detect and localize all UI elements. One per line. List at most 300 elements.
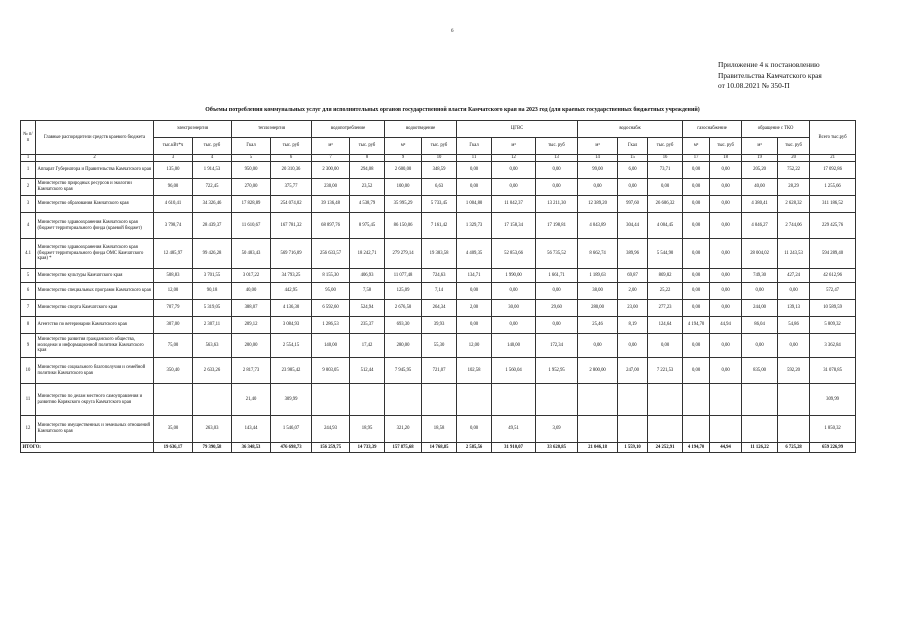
row-value: 167 781,32	[271, 213, 312, 239]
total-value: 14 733,39	[350, 443, 385, 453]
row-value: 0,00	[710, 196, 742, 213]
row-value	[710, 384, 742, 416]
row-value: 0,00	[457, 317, 492, 334]
row-value: 0,00	[578, 179, 618, 196]
column-index: 6	[271, 155, 312, 162]
header-group: ЦГВС	[457, 121, 578, 138]
row-value: 280,00	[385, 334, 422, 358]
row-value: 0,00	[683, 196, 710, 213]
row-value: 280,00	[578, 300, 618, 317]
row-value: 1 850,32	[810, 416, 856, 443]
row-value: 21,40	[232, 384, 271, 416]
row-value: 2 307,11	[193, 317, 232, 334]
row-organization: Министерство специальных программ Камчатского края	[36, 283, 154, 300]
row-value: 4 610,41	[154, 196, 193, 213]
row-value: 0,00	[683, 162, 710, 179]
row-value: 44,94	[710, 317, 742, 334]
row-value	[457, 384, 492, 416]
row-value: 569 716,09	[271, 239, 312, 269]
row-number: 9	[21, 334, 36, 358]
row-value	[312, 384, 350, 416]
row-value: 7 161,42	[422, 213, 457, 239]
row-value: 11 243,53	[778, 239, 810, 269]
row-value: 69,87	[618, 269, 648, 283]
row-value: 1 661,71	[536, 269, 578, 283]
row-value: 100,00	[385, 179, 422, 196]
column-index: 11	[457, 155, 492, 162]
row-value: 0,00	[536, 283, 578, 300]
row-organization: Министерство природных ресурсов и экологии Камчатского края	[36, 179, 154, 196]
header-group: водоотведение	[385, 121, 457, 138]
row-value: 721,07	[422, 358, 457, 384]
row-value: 0,00	[710, 269, 742, 283]
row-value: 0,00	[578, 334, 618, 358]
header-unit: м³	[578, 138, 618, 155]
row-value: 0,00	[778, 283, 810, 300]
row-value: 247,00	[618, 358, 648, 384]
row-value: 11 042,37	[492, 196, 536, 213]
row-value: 172,34	[536, 334, 578, 358]
header-total: Всего тыс.руб	[810, 121, 856, 155]
row-value: 0,00	[457, 179, 492, 196]
row-value	[422, 384, 457, 416]
row-value: 594 289,40	[810, 239, 856, 269]
total-value: 476 698,73	[271, 443, 312, 453]
header-unit: тыс. руб	[648, 138, 683, 155]
row-value: 55,30	[422, 334, 457, 358]
column-index: 5	[232, 155, 271, 162]
table-row	[21, 358, 856, 384]
row-value: 30,00	[492, 300, 536, 317]
row-value: 592,20	[778, 358, 810, 384]
row-value	[778, 416, 810, 443]
column-index: 19	[742, 155, 778, 162]
row-value: 254 074,02	[271, 196, 312, 213]
header-unit: Гкал	[618, 138, 648, 155]
row-value: 563,63	[193, 334, 232, 358]
row-value: 125,09	[385, 283, 422, 300]
row-value: 264,34	[422, 300, 457, 317]
row-value: 2 800,00	[578, 358, 618, 384]
row-value: 3 798,74	[154, 213, 193, 239]
row-value: 28 439,37	[193, 213, 232, 239]
row-value	[618, 384, 648, 416]
row-value: 4 194,70	[683, 317, 710, 334]
table-row	[21, 269, 856, 283]
row-value: 13 211,30	[536, 196, 578, 213]
column-index: 1	[21, 155, 36, 162]
row-value: 2 300,00	[312, 162, 350, 179]
header-unit: тыс. руб	[271, 138, 312, 155]
table-row	[21, 283, 856, 300]
column-index: 17	[683, 155, 710, 162]
row-value: 0,00	[710, 300, 742, 317]
total-value: 6 725,28	[778, 443, 810, 453]
row-value	[618, 416, 648, 443]
row-value: 304,44	[618, 213, 648, 239]
table-row	[21, 179, 856, 196]
row-value: 0,00	[683, 179, 710, 196]
row-value: 99,00	[578, 162, 618, 179]
row-value: 68 897,76	[312, 213, 350, 239]
row-value: 8,19	[618, 317, 648, 334]
row-value: 0,00	[683, 358, 710, 384]
row-value: 524,94	[350, 300, 385, 317]
total-label: ИТОГО:	[21, 443, 154, 453]
row-value: 270,00	[232, 179, 271, 196]
row-value: 6 592,60	[312, 300, 350, 317]
row-value: 7 945,95	[385, 358, 422, 384]
header-group: газоснабжение	[683, 121, 742, 138]
row-value: 279 279,14	[385, 239, 422, 269]
row-value: 6,00	[618, 162, 648, 179]
row-value: 4 409,35	[457, 239, 492, 269]
row-organization: Министерство здравоохранения Камчатского края (бюджет территориального фонда ОМС Камчатского края) *	[36, 239, 154, 269]
row-value	[778, 384, 810, 416]
row-value: 388,07	[232, 300, 271, 317]
row-organization: Аппарат Губернатора и Правительства Камчатского края	[36, 162, 154, 179]
row-value: 348,59	[422, 162, 457, 179]
row-value: 0,00	[742, 283, 778, 300]
row-organization: Министерство спорта Камчатского края	[36, 300, 154, 317]
header-group: электроэнергия	[154, 121, 232, 138]
total-value: 157 875,68	[385, 443, 422, 453]
row-value: 1 329,73	[457, 213, 492, 239]
row-value: 294,08	[350, 162, 385, 179]
total-value: 19 636,17	[154, 443, 193, 453]
row-number: 4	[21, 213, 36, 239]
column-index: 15	[618, 155, 648, 162]
row-value: 724,63	[422, 269, 457, 283]
row-value: 29,60	[536, 300, 578, 317]
row-value: 23,52	[350, 179, 385, 196]
column-index: 10	[422, 155, 457, 162]
row-value: 722,45	[193, 179, 232, 196]
table-row	[21, 416, 856, 443]
row-value: 17 198,81	[536, 213, 578, 239]
row-organization: Министерство развития гражданского общества, молодежи и информационной политики Камчатского края	[36, 334, 154, 358]
row-value: 0,00	[457, 283, 492, 300]
total-value: 2 585,56	[457, 443, 492, 453]
row-organization: Агентство по ветеринарии Камчатского края	[36, 317, 154, 334]
row-value	[492, 384, 536, 416]
row-value: 0,00	[648, 179, 683, 196]
row-value: 693,30	[385, 317, 422, 334]
row-value	[710, 416, 742, 443]
row-number: 6	[21, 283, 36, 300]
header-num: № п/п	[21, 121, 36, 155]
consumption-table	[20, 120, 856, 453]
row-value	[385, 384, 422, 416]
header-unit: тыс. руб	[422, 138, 457, 155]
row-value: 9 003,05	[312, 358, 350, 384]
row-value: 54,86	[778, 317, 810, 334]
row-number: 3	[21, 196, 36, 213]
row-number: 1	[21, 162, 36, 179]
header-unit: Гкал	[232, 138, 271, 155]
row-value: 28 004,02	[742, 239, 778, 269]
row-value: 230,00	[312, 179, 350, 196]
row-organization: Министерство образования Камчатского края	[36, 196, 154, 213]
row-value: 23,00	[618, 300, 648, 317]
total-value: 79 390,58	[193, 443, 232, 453]
row-organization: Министерство имущественных и земельных отношений Камчатского края	[36, 416, 154, 443]
row-number: 5	[21, 269, 36, 283]
row-value: 42 612,96	[810, 269, 856, 283]
row-value: 0,00	[710, 334, 742, 358]
row-value: 749,30	[742, 269, 778, 283]
header-group: водоснабж	[578, 121, 683, 138]
row-value: 40,00	[742, 179, 778, 196]
row-value: 2 628,32	[778, 196, 810, 213]
row-value: 512,44	[350, 358, 385, 384]
row-value: 572,47	[810, 283, 856, 300]
row-value: 1 990,00	[492, 269, 536, 283]
row-value	[578, 384, 618, 416]
row-value: 23 985,42	[271, 358, 312, 384]
column-index: 2	[36, 155, 154, 162]
header-unit: м³	[492, 138, 536, 155]
row-value: 311 186,52	[810, 196, 856, 213]
header-unit: м³	[742, 138, 778, 155]
row-value: 134,71	[457, 269, 492, 283]
row-value: 35,00	[154, 416, 193, 443]
row-value: 50 483,43	[232, 239, 271, 269]
row-value: 3 017,22	[232, 269, 271, 283]
header-unit: тыс. руб	[193, 138, 232, 155]
row-value: 1 286,53	[312, 317, 350, 334]
row-value: 5 809,32	[810, 317, 856, 334]
row-value: 90,18	[193, 283, 232, 300]
row-value: 200,00	[232, 334, 271, 358]
row-value: 3 701,55	[193, 269, 232, 283]
row-value: 0,00	[683, 213, 710, 239]
row-value: 406,93	[350, 269, 385, 283]
table-row	[21, 196, 856, 213]
row-value: 277,23	[648, 300, 683, 317]
row-number: 10	[21, 358, 36, 384]
header-group: теплоэнергия	[232, 121, 312, 138]
row-value: 0,00	[457, 162, 492, 179]
row-value: 140,00	[312, 334, 350, 358]
row-value: 263,03	[193, 416, 232, 443]
table-row	[21, 384, 856, 416]
row-value: 18,95	[350, 416, 385, 443]
row-value: 5 733,45	[422, 196, 457, 213]
total-value: 156 259,75	[312, 443, 350, 453]
row-value: 12,00	[457, 334, 492, 358]
row-value: 12,00	[154, 283, 193, 300]
row-value: 244,93	[312, 416, 350, 443]
row-value	[193, 384, 232, 416]
row-value: 209,12	[232, 317, 271, 334]
row-value: 0,00	[710, 162, 742, 179]
row-value: 375,77	[271, 179, 312, 196]
row-value	[683, 384, 710, 416]
row-value: 7 221,53	[648, 358, 683, 384]
row-value: 0,00	[710, 283, 742, 300]
row-value: 1 189,63	[578, 269, 618, 283]
row-value: 35 995,29	[385, 196, 422, 213]
total-row	[21, 443, 856, 453]
row-value: 0,00	[492, 283, 536, 300]
row-value: 1 255,66	[810, 179, 856, 196]
row-value: 0,00	[683, 300, 710, 317]
row-value: 40,00	[232, 283, 271, 300]
total-value: 21 046,18	[578, 443, 618, 453]
row-value: 869,82	[648, 269, 683, 283]
table-row	[21, 300, 856, 317]
appendix-line-3: от 10.08.2021 № 350-П	[718, 81, 790, 90]
table-row	[21, 317, 856, 334]
header-group: обращение с ТКО	[742, 121, 810, 138]
row-value: 0,00	[648, 334, 683, 358]
row-value: 8 155,30	[312, 269, 350, 283]
column-index: 12	[492, 155, 536, 162]
row-value	[578, 416, 618, 443]
row-value: 0,00	[492, 162, 536, 179]
row-value: 20 310,36	[271, 162, 312, 179]
row-value: 835,00	[742, 358, 778, 384]
row-value: 0,00	[710, 213, 742, 239]
total-value: 14 768,85	[422, 443, 457, 453]
header-unit: Гкал	[457, 138, 492, 155]
row-value: 102,58	[457, 358, 492, 384]
row-value: 0,00	[492, 179, 536, 196]
header-unit: м³	[385, 138, 422, 155]
row-value: 0,00	[457, 416, 492, 443]
row-value: 1 914,53	[193, 162, 232, 179]
row-number: 11	[21, 384, 36, 416]
row-value: 8 975,45	[350, 213, 385, 239]
row-value: 4 380,41	[742, 196, 778, 213]
row-value: 17 158,34	[492, 213, 536, 239]
row-value: 752,22	[778, 162, 810, 179]
row-value: 56 735,52	[536, 239, 578, 269]
row-value: 18 242,71	[350, 239, 385, 269]
row-value: 427,24	[778, 269, 810, 283]
total-value: 24 252,91	[648, 443, 683, 453]
row-value: 39 136,48	[312, 196, 350, 213]
row-value: 0,00	[683, 334, 710, 358]
row-value: 25,22	[648, 283, 683, 300]
row-value: 0,00	[492, 317, 536, 334]
row-value	[648, 384, 683, 416]
total-value: 31 910,07	[492, 443, 536, 453]
header-unit: тыс. руб	[710, 138, 742, 155]
row-value	[350, 384, 385, 416]
column-index: 16	[648, 155, 683, 162]
row-value: 3,69	[536, 416, 578, 443]
row-value: 2,00	[457, 300, 492, 317]
row-value	[742, 384, 778, 416]
row-value: 2,00	[618, 283, 648, 300]
row-value: 86 150,06	[385, 213, 422, 239]
total-value: 11 126,22	[742, 443, 778, 453]
row-value: 95,00	[312, 283, 350, 300]
row-number: 12	[21, 416, 36, 443]
row-value: 86,04	[742, 317, 778, 334]
row-value: 11 077,48	[385, 269, 422, 283]
row-value	[536, 384, 578, 416]
row-value: 2 744,06	[778, 213, 810, 239]
row-value: 49,51	[492, 416, 536, 443]
row-value: 0,00	[710, 358, 742, 384]
header-unit: м³	[312, 138, 350, 155]
row-value	[648, 416, 683, 443]
header-unit: тыс. руб	[536, 138, 578, 155]
row-value: 39,93	[422, 317, 457, 334]
appendix-line-1: Приложение 4 к постановлению	[718, 60, 820, 69]
table-row	[21, 334, 856, 358]
row-value: 17 828,89	[232, 196, 271, 213]
row-value: 17,42	[350, 334, 385, 358]
row-value: 19 383,58	[422, 239, 457, 269]
row-value: 73,71	[648, 162, 683, 179]
row-value: 0,00	[618, 334, 648, 358]
row-value: 6,63	[422, 179, 457, 196]
row-organization: Министерство культуры Камчатского края	[36, 269, 154, 283]
header-group: водопотребление	[312, 121, 385, 138]
header-unit: тыс. руб	[778, 138, 810, 155]
row-value: 99 426,28	[193, 239, 232, 269]
row-value: 18,58	[422, 416, 457, 443]
row-value: 256 633,57	[312, 239, 350, 269]
row-value: 135,00	[154, 162, 193, 179]
row-value: 11 610,67	[232, 213, 271, 239]
column-index: 18	[710, 155, 742, 162]
row-value: 8 662,74	[578, 239, 618, 269]
row-number: 7	[21, 300, 36, 317]
row-value: 309,99	[810, 384, 856, 416]
row-value	[683, 416, 710, 443]
row-value: 0,00	[683, 239, 710, 269]
row-value: 28,29	[778, 179, 810, 196]
row-value: 508,83	[154, 269, 193, 283]
row-value: 4 136,30	[271, 300, 312, 317]
total-value: 1 559,10	[618, 443, 648, 453]
row-value: 4 538,79	[350, 196, 385, 213]
column-index: 13	[536, 155, 578, 162]
row-value: 5 319,05	[193, 300, 232, 317]
row-value: 4 004,45	[648, 213, 683, 239]
row-value: 321,20	[385, 416, 422, 443]
row-value: 3 084,93	[271, 317, 312, 334]
table-row	[21, 239, 856, 269]
row-value: 1 952,95	[536, 358, 578, 384]
header-unit: тыс. руб	[350, 138, 385, 155]
row-value: 235,37	[350, 317, 385, 334]
row-value: 244,00	[742, 300, 778, 317]
row-value: 1 546,07	[271, 416, 312, 443]
row-value: 52 853,66	[492, 239, 536, 269]
row-value: 96,00	[154, 179, 193, 196]
table-row	[21, 213, 856, 239]
total-value: 33 620,85	[536, 443, 578, 453]
row-value: 34 793,25	[271, 269, 312, 283]
row-value: 0,00	[536, 317, 578, 334]
row-value: 2 676,50	[385, 300, 422, 317]
row-value: 1 004,80	[457, 196, 492, 213]
row-value: 4 043,89	[578, 213, 618, 239]
row-value: 25,46	[578, 317, 618, 334]
document-title: Объемы потребления коммунальных услуг для исполнительных органов государственной власти Камчатского края на 2023 год (для краевых государственных бюджетных учреждений)	[205, 107, 700, 113]
row-value: 38,00	[578, 283, 618, 300]
row-number: 4.1	[21, 239, 36, 269]
row-organization: Министерство по делам местного самоуправления и развитию Корякского округа Камчатского края	[36, 384, 154, 416]
row-value: 0,00	[710, 179, 742, 196]
row-value: 2 633,26	[193, 358, 232, 384]
